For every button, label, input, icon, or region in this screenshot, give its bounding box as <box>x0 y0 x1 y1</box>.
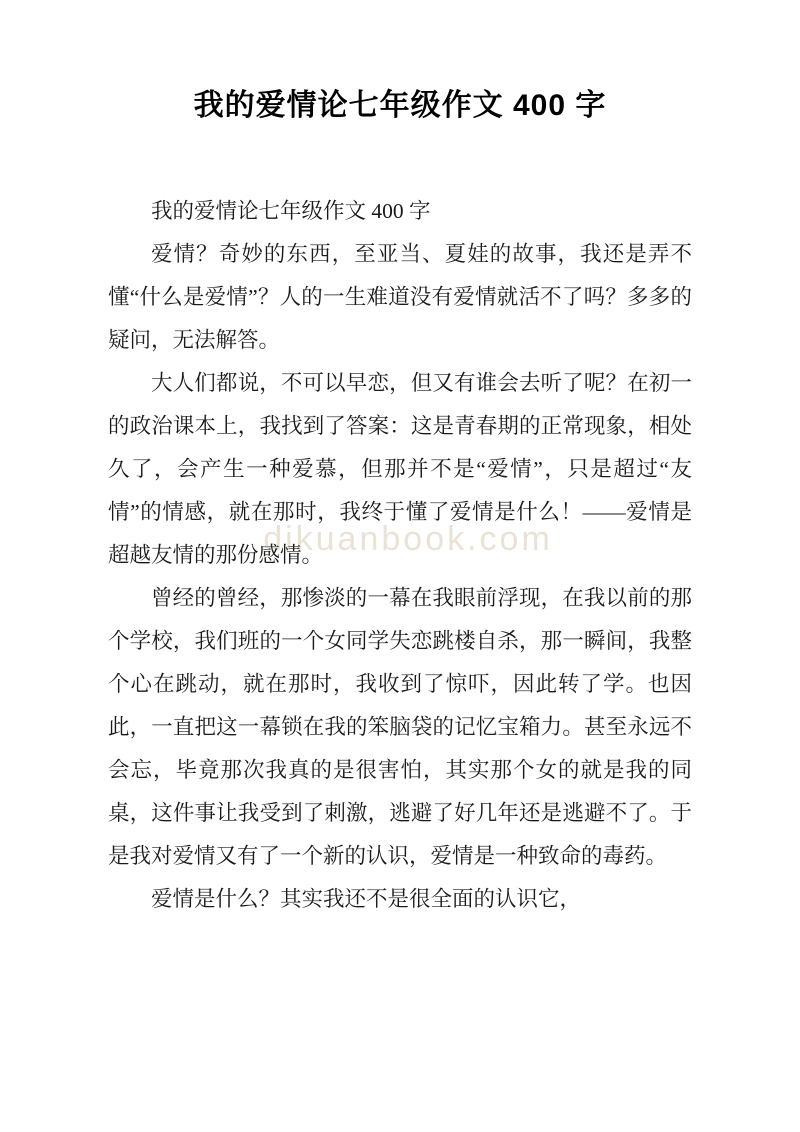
paragraph: 爱情是什么？其实我还不是很全面的认识它， <box>151 887 582 911</box>
paragraph: 爱情？奇妙的东西，至亚当、夏娃的故事，我还是弄不懂“什么是爱情”？人的一生难道没有爱情就活不了吗？多多的疑问，无法解答。 <box>108 242 692 352</box>
paragraph: 曾经的曾经，那惨淡的一幕在我眼前浮现，在我以前的那个学校，我们班的一个女同学失恋跳楼自杀，那一瞬间，我整个心在跳动，就在那时，我收到了惊吓，因此转了学。也因此，一直把这一幕锁在我的笨脑袋的记忆宝箱力。甚至永远不会忘，毕竟那次我真的是很害怕，其实那个女的就是我的同桌，这件事让我受到了刺激，逃避了好几年还是逃避不了。于是我对爱情又有了一个新的认识，爱情是一种致命的毒药。 <box>108 586 692 868</box>
document-body <box>108 190 692 921</box>
watermark: dikuanbook.com <box>263 520 553 558</box>
paragraph: 大人们都说，不可以早恋，但又有谁会去听了呢？在初一的政治课本上，我找到了答案：这是青春期的正常现象，相处久了，会产生一种爱慕，但那并不是“爱情”，只是超过“友情”的情感，就在那时，我终于懂了爱情是什么！——爱情是超越友情的那份感情。 <box>108 371 692 567</box>
paragraph: 我的爱情论七年级作文 400 字 <box>151 199 431 223</box>
page-title: 我的爱情论七年级作文 400 字 <box>193 89 607 122</box>
